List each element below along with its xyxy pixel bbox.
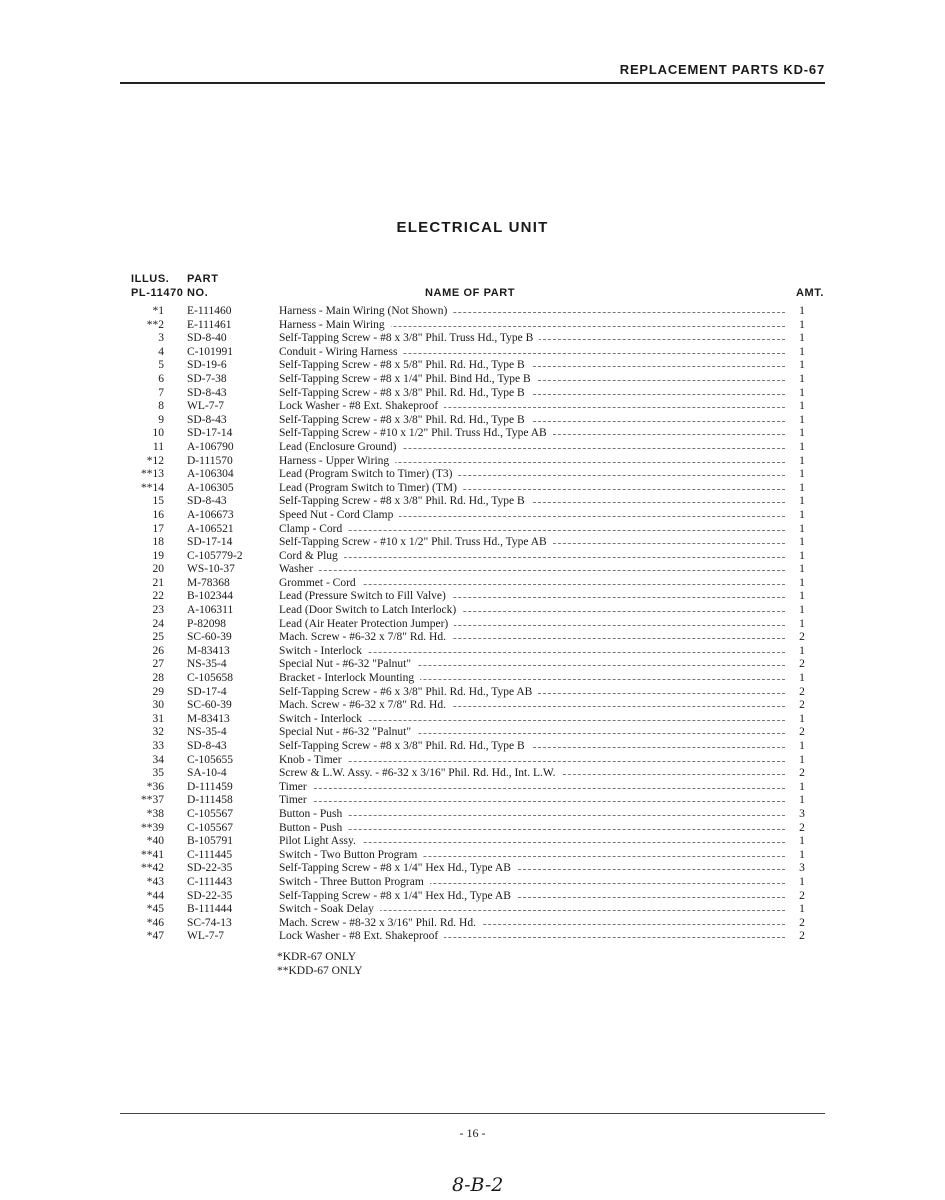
table-row (0, 862, 945, 876)
part-number: A-106311 (187, 604, 234, 617)
table-row (0, 618, 945, 632)
part-number: SD-17-14 (187, 427, 233, 440)
amount: 1 (799, 440, 805, 453)
part-name (279, 590, 785, 604)
table-row (0, 631, 945, 645)
part-name (279, 631, 785, 645)
part-name (279, 359, 785, 373)
part-name-text: Self-Tapping Screw - #10 x 1/2" Phil. Truss Hd., Type AB (279, 536, 553, 548)
illus-number: 28 (152, 672, 164, 685)
illus-number: *38 (146, 807, 164, 820)
part-number: WL-7-7 (187, 400, 225, 413)
illus-number: 31 (152, 712, 164, 725)
part-name-text: Clamp - Cord (279, 523, 348, 535)
table-row (0, 468, 945, 482)
table-row (0, 577, 945, 591)
part-number: A-106790 (187, 440, 234, 453)
table-row (0, 835, 945, 849)
part-number: A-106521 (187, 522, 234, 535)
part-name (279, 713, 785, 727)
part-number: E-111461 (187, 318, 232, 331)
table-row (0, 849, 945, 863)
amount: 1 (799, 372, 805, 385)
part-name (279, 794, 785, 808)
part-name-text: Self-Tapping Screw - #10 x 1/2" Phil. Truss Hd., Type AB (279, 427, 553, 439)
amount: 1 (799, 712, 805, 725)
part-name (279, 822, 785, 836)
part-name-text: Mach. Screw - #6-32 x 7/8" Rd. Hd. (279, 631, 452, 643)
table-row (0, 822, 945, 836)
column-header-illus: ILLUS. (131, 273, 170, 285)
amount: 2 (799, 631, 805, 644)
table-row (0, 495, 945, 509)
part-number: C-105655 (187, 753, 233, 766)
part-name-text: Self-Tapping Screw - #8 x 3/8" Phil. Rd. Hd., Type B (279, 414, 531, 426)
illus-number: **42 (141, 862, 164, 875)
part-name (279, 387, 785, 401)
part-number: C-111443 (187, 875, 233, 888)
table-row (0, 427, 945, 441)
illus-number: 5 (158, 359, 164, 372)
table-row (0, 509, 945, 523)
part-name-text: Self-Tapping Screw - #8 x 1/4" Hex Hd., Type AB (279, 890, 517, 902)
table-row (0, 536, 945, 550)
part-number: SD-22-35 (187, 889, 233, 902)
amount: 1 (799, 848, 805, 861)
part-number: SD-8-43 (187, 495, 227, 508)
part-name (279, 930, 785, 944)
illus-number: 25 (152, 631, 164, 644)
section-title: ELECTRICAL UNIT (396, 219, 549, 236)
amount: 1 (799, 495, 805, 508)
table-row (0, 550, 945, 564)
amount: 1 (799, 590, 805, 603)
part-name (279, 754, 785, 768)
table-row (0, 890, 945, 904)
illus-number: 35 (152, 767, 164, 780)
part-number: SD-8-40 (187, 332, 227, 345)
amount: 1 (799, 522, 805, 535)
illus-number: 11 (152, 440, 164, 453)
part-name-text: Lock Washer - #8 Ext. Shakeproof (279, 400, 444, 412)
amount: 2 (799, 767, 805, 780)
table-row (0, 808, 945, 822)
part-name (279, 427, 785, 441)
part-number: WL-7-7 (187, 930, 225, 943)
amount: 2 (799, 821, 805, 834)
illus-number: 3 (158, 332, 164, 345)
illus-number: *47 (146, 930, 164, 943)
part-name (279, 414, 785, 428)
table-row (0, 319, 945, 333)
part-number: C-101991 (187, 345, 233, 358)
table-row (0, 781, 945, 795)
amount: 2 (799, 889, 805, 902)
table-row (0, 455, 945, 469)
part-name (279, 332, 785, 346)
table-row (0, 590, 945, 604)
footnote-single-asterisk: *KDR-67 ONLY (277, 951, 357, 963)
part-name (279, 862, 785, 876)
table-row (0, 563, 945, 577)
part-name (279, 509, 785, 523)
amount: 1 (799, 835, 805, 848)
column-header-name-of-part: NAME OF PART (425, 287, 516, 299)
part-name (279, 672, 785, 686)
part-number: B-111444 (187, 903, 233, 916)
amount: 3 (799, 862, 805, 875)
part-name-text: Switch - Interlock (279, 645, 368, 657)
amount: 1 (799, 780, 805, 793)
part-name-text: Lead (Pressure Switch to Fill Valve) (279, 590, 452, 602)
part-number: SD-8-43 (187, 386, 227, 399)
amount: 1 (799, 563, 805, 576)
part-name (279, 740, 785, 754)
table-row (0, 794, 945, 808)
table-row (0, 332, 945, 346)
part-name-text: Lead (Door Switch to Latch Interlock) (279, 604, 462, 616)
illus-number: 27 (152, 658, 164, 671)
part-number: NS-35-4 (187, 726, 227, 739)
table-row (0, 441, 945, 455)
part-number: SC-74-13 (187, 916, 232, 929)
part-name (279, 767, 785, 781)
illus-number: 29 (152, 685, 164, 698)
amount: 1 (799, 672, 805, 685)
illus-number: 17 (152, 522, 164, 535)
table-row (0, 917, 945, 931)
part-name (279, 373, 785, 387)
part-number: NS-35-4 (187, 658, 227, 671)
illus-number: *12 (146, 454, 164, 467)
page-number: - 16 - (459, 1126, 486, 1140)
amount: 1 (799, 875, 805, 888)
table-row (0, 754, 945, 768)
amount: 1 (799, 359, 805, 372)
part-name (279, 441, 785, 455)
amount: 1 (799, 400, 805, 413)
part-name-text: Switch - Interlock (279, 713, 368, 725)
part-number: D-111459 (187, 780, 233, 793)
part-name (279, 808, 785, 822)
part-number: SD-19-6 (187, 359, 227, 372)
amount: 1 (799, 413, 805, 426)
part-name-text: Switch - Three Button Program (279, 876, 430, 888)
part-name (279, 563, 785, 577)
part-name-text: Knob - Timer (279, 754, 348, 766)
part-name-text: Self-Tapping Screw - #8 x 3/8" Phil. Rd. Hd., Type B (279, 387, 531, 399)
column-header-amount: AMT. (796, 287, 825, 299)
part-name (279, 917, 785, 931)
part-name-text: Special Nut - #6-32 "Palnut" (279, 726, 417, 738)
amount: 2 (799, 930, 805, 943)
part-name (279, 835, 785, 849)
amount: 1 (799, 794, 805, 807)
part-number: B-102344 (187, 590, 233, 603)
table-row (0, 414, 945, 428)
illus-number: 18 (152, 536, 164, 549)
table-row (0, 346, 945, 360)
amount: 1 (799, 386, 805, 399)
part-number: C-105567 (187, 821, 233, 834)
part-number: A-106673 (187, 508, 234, 521)
part-name (279, 618, 785, 632)
illus-number: 24 (152, 617, 164, 630)
part-name-text: Speed Nut - Cord Clamp (279, 509, 399, 521)
amount: 1 (799, 576, 805, 589)
amount: 1 (799, 481, 805, 494)
table-row (0, 305, 945, 319)
part-number: SC-60-39 (187, 699, 232, 712)
illus-number: 6 (158, 372, 164, 385)
part-number: C-105658 (187, 672, 233, 685)
amount: 1 (799, 644, 805, 657)
column-header-illus-pl: PL-11470 (131, 287, 184, 299)
part-name-text: Self-Tapping Screw - #8 x 1/4" Hex Hd., Type AB (279, 862, 517, 874)
illus-number: **2 (146, 318, 164, 331)
amount: 2 (799, 699, 805, 712)
part-number: SD-22-35 (187, 862, 233, 875)
column-header-part: PART (187, 273, 219, 285)
part-number: E-111460 (187, 305, 232, 317)
table-row (0, 523, 945, 537)
amount: 1 (799, 332, 805, 345)
part-name (279, 890, 785, 904)
part-number: D-111570 (187, 454, 233, 467)
part-name-text: Lead (Air Heater Protection Jumper) (279, 618, 454, 630)
table-row (0, 699, 945, 713)
part-name (279, 577, 785, 591)
part-name-text: Timer (279, 781, 313, 793)
footnote-double-asterisk: **KDD-67 ONLY (277, 965, 363, 977)
amount: 1 (799, 318, 805, 331)
part-name (279, 550, 785, 564)
amount: 1 (799, 345, 805, 358)
table-row (0, 767, 945, 781)
table-row (0, 482, 945, 496)
part-name-text: Mach. Screw - #8-32 x 3/16" Phil. Rd. Hd. (279, 917, 482, 929)
illus-number: *36 (146, 780, 164, 793)
illus-number: 26 (152, 644, 164, 657)
part-number: M-83413 (187, 712, 230, 725)
illus-number: 33 (152, 740, 164, 752)
part-name-text: Self-Tapping Screw - #8 x 5/8" Phil. Rd. Hd., Type B (279, 359, 531, 371)
illus-number: 21 (152, 576, 164, 589)
table-row (0, 359, 945, 373)
table-row (0, 726, 945, 740)
illus-number: **13 (141, 468, 164, 481)
table-row (0, 400, 945, 414)
part-name-text: Timer (279, 794, 313, 806)
part-name-text: Self-Tapping Screw - #8 x 3/8" Phil. Truss Hd., Type B (279, 332, 539, 344)
illus-number: 4 (158, 345, 164, 358)
part-name (279, 645, 785, 659)
part-name (279, 686, 785, 700)
part-name (279, 468, 785, 482)
amount: 1 (799, 617, 805, 630)
illus-number: *43 (146, 875, 164, 888)
amount: 1 (799, 305, 805, 317)
page-header-title: REPLACEMENT PARTS KD-67 (619, 62, 825, 77)
part-name-text: Button - Push (279, 822, 348, 834)
amount: 1 (799, 508, 805, 521)
part-name-text: Lead (Program Switch to Timer) (T3) (279, 468, 458, 480)
part-name-text: Mach. Screw - #6-32 x 7/8" Rd. Hd. (279, 699, 452, 711)
part-number: SA-10-4 (187, 767, 227, 780)
illus-number: *46 (146, 916, 164, 929)
part-number: WS-10-37 (187, 563, 235, 576)
illus-number: **41 (141, 848, 164, 861)
amount: 1 (799, 427, 805, 440)
part-name-text: Self-Tapping Screw - #8 x 3/8" Phil. Rd. Hd., Type B (279, 495, 531, 507)
illus-number: 30 (152, 699, 164, 712)
part-name (279, 604, 785, 618)
footer-rule (120, 1113, 825, 1114)
part-number: D-111458 (187, 794, 233, 807)
table-row (0, 672, 945, 686)
part-number: C-105567 (187, 807, 233, 820)
illus-number: 7 (158, 386, 164, 399)
part-name (279, 536, 785, 550)
illus-number: 10 (152, 427, 164, 440)
table-row (0, 604, 945, 618)
part-name (279, 319, 785, 333)
part-number: C-105779-2 (187, 549, 243, 562)
illus-number: **37 (141, 794, 164, 807)
illus-number: 19 (152, 549, 164, 562)
part-name-text: Special Nut - #6-32 "Palnut" (279, 658, 417, 670)
amount: 1 (799, 903, 805, 916)
part-name (279, 482, 785, 496)
table-row (0, 903, 945, 917)
part-name-text: Self-Tapping Screw - #8 x 3/8" Phil. Rd. Hd., Type B (279, 740, 531, 752)
table-row (0, 645, 945, 659)
amount: 2 (799, 685, 805, 698)
part-number: SD-8-43 (187, 413, 227, 426)
illus-number: 22 (152, 590, 164, 603)
table-row (0, 658, 945, 672)
part-number: M-78368 (187, 576, 230, 589)
amount: 2 (799, 658, 805, 671)
part-name (279, 495, 785, 509)
part-name (279, 903, 785, 917)
illus-number: 34 (152, 753, 164, 766)
part-name-text: Lead (Enclosure Ground) (279, 441, 403, 453)
handwritten-note: 8-B-2 (452, 1174, 504, 1196)
table-row (0, 387, 945, 401)
part-number: A-106304 (187, 468, 234, 481)
part-number: SD-7-38 (187, 372, 227, 385)
part-name (279, 876, 785, 890)
illus-number: 8 (158, 400, 164, 413)
part-number: SD-17-14 (187, 536, 233, 549)
illus-number: *45 (146, 903, 164, 916)
amount: 1 (799, 549, 805, 562)
illus-number: **14 (141, 481, 164, 494)
part-name-text: Lock Washer - #8 Ext. Shakeproof (279, 930, 444, 942)
part-name (279, 726, 785, 740)
table-row (0, 686, 945, 700)
illus-number: **39 (141, 821, 164, 834)
table-row (0, 930, 945, 944)
part-name-text: Harness - Upper Wiring (279, 455, 395, 467)
table-row (0, 373, 945, 387)
page-header (120, 58, 825, 84)
part-name (279, 523, 785, 537)
table-row (0, 740, 945, 754)
footnotes (277, 950, 362, 978)
amount: 1 (799, 753, 805, 766)
part-number: SD-8-43 (187, 740, 227, 752)
illus-number: *44 (146, 889, 164, 902)
illus-number: 20 (152, 563, 164, 576)
part-name-text: Button - Push (279, 808, 348, 820)
part-name (279, 699, 785, 713)
part-number: P-82098 (187, 617, 226, 630)
illus-number: 16 (152, 508, 164, 521)
illus-number: 23 (152, 604, 164, 617)
table-row (0, 876, 945, 890)
illus-number: 32 (152, 726, 164, 739)
part-number: C-111445 (187, 848, 233, 861)
part-name-text: Grommet - Cord (279, 577, 362, 589)
part-number: SD-17-4 (187, 685, 227, 698)
illus-number: *1 (152, 305, 164, 317)
part-number: SC-60-39 (187, 631, 232, 644)
part-name (279, 400, 785, 414)
column-header-part-no: NO. (187, 287, 209, 299)
amount: 1 (799, 740, 805, 752)
part-name-text: Screw & L.W. Assy. - #6-32 x 3/16" Phil. Rd. Hd., Int. L.W. (279, 767, 562, 779)
part-name-text: Harness - Main Wiring (Not Shown) (279, 305, 453, 317)
part-name-text: Switch - Soak Delay (279, 903, 380, 915)
part-number: A-106305 (187, 481, 234, 494)
part-name (279, 455, 785, 469)
amount: 2 (799, 726, 805, 739)
illus-number: *40 (146, 835, 164, 848)
part-name-text: Harness - Main Wiring (279, 319, 391, 331)
part-number: M-83413 (187, 644, 230, 657)
amount: 1 (799, 454, 805, 467)
amount: 3 (799, 807, 805, 820)
part-name-text: Self-Tapping Screw - #8 x 1/4" Phil. Bind Hd., Type B (279, 373, 537, 385)
part-name (279, 658, 785, 672)
part-name-text: Self-Tapping Screw - #6 x 3/8" Phil. Rd. Hd., Type AB (279, 686, 538, 698)
part-name-text: Switch - Two Button Program (279, 849, 423, 861)
part-name (279, 346, 785, 360)
parts-table (0, 305, 945, 944)
part-name-text: Pilot Light Assy. (279, 835, 362, 847)
amount: 1 (799, 604, 805, 617)
part-number: B-105791 (187, 835, 233, 848)
part-name-text: Washer (279, 563, 319, 575)
part-name (279, 305, 785, 319)
part-name (279, 849, 785, 863)
amount: 1 (799, 468, 805, 481)
part-name-text: Bracket - Interlock Mounting (279, 672, 420, 684)
part-name (279, 781, 785, 795)
part-name-text: Cord & Plug (279, 550, 344, 562)
illus-number: 9 (158, 413, 164, 426)
table-row (0, 713, 945, 727)
part-name-text: Conduit - Wiring Harness (279, 346, 403, 358)
amount: 1 (799, 536, 805, 549)
amount: 2 (799, 916, 805, 929)
part-name-text: Lead (Program Switch to Timer) (TM) (279, 482, 463, 494)
illus-number: 15 (152, 495, 164, 508)
